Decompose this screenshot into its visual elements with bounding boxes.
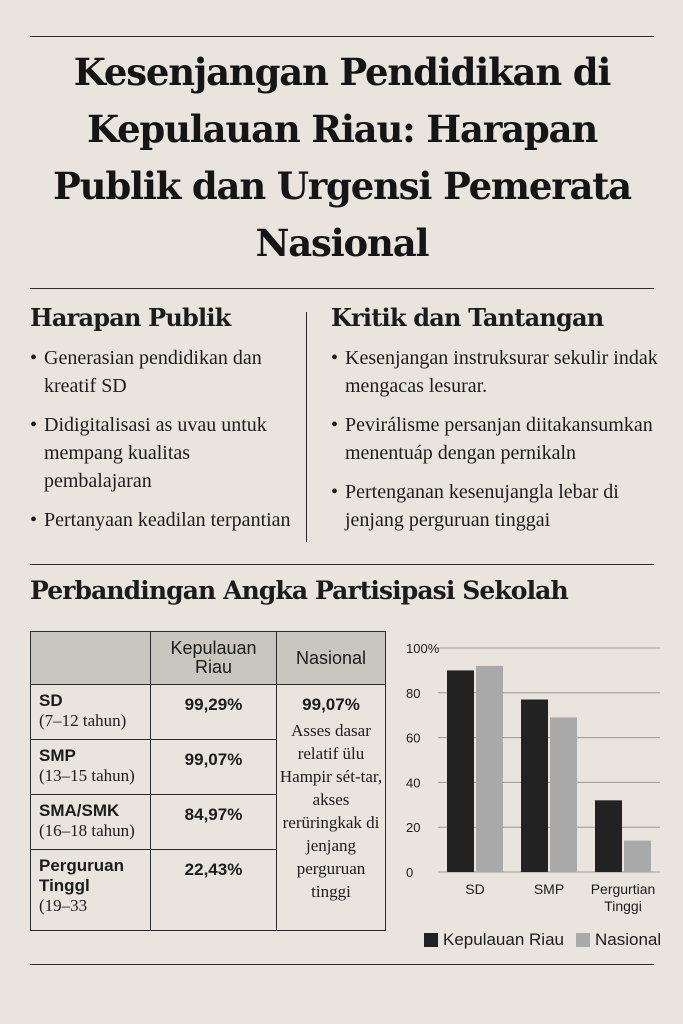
level-age: (7–12 tahun) (39, 711, 127, 730)
legend-swatch-nasional (576, 933, 590, 947)
nasional-note: Asses dasar relatif ülu Hampir sét-tar, akses rerüringkak di jenjang perguruan tinggi (279, 721, 383, 901)
y-tick-label: 100% (406, 641, 440, 656)
level-age: (16–18 tahun) (39, 821, 135, 840)
public-hopes-heading: Harapan Publik (30, 303, 231, 332)
nasional-cell (277, 685, 386, 931)
bar-riau (521, 700, 548, 872)
table-header-row (31, 632, 386, 685)
list-item: • Didigitalisasi as uvau untuk mempang kualitas pembalajaran (30, 411, 300, 495)
critique-list (331, 344, 661, 534)
public-hopes-column (30, 303, 300, 545)
title-rule (30, 288, 654, 289)
y-tick-label: 40 (406, 775, 421, 791)
y-tick-label: 0 (406, 865, 414, 880)
legend-swatch-riau (424, 933, 438, 947)
level-name: Perguruan Tinggl (39, 856, 125, 895)
participation-table (30, 631, 386, 931)
x-tick-label: Pergurtian (590, 881, 656, 897)
page-title: Kesenjangan Pendidikan di Kepulauan Riau: Harapan Publik dan Urgensi Pemerata Nasional (53, 50, 631, 265)
level-name: SMP (39, 746, 76, 765)
legend-label-nasional: Nasional (594, 930, 662, 949)
critique-column (331, 303, 661, 545)
bar-nasional (476, 666, 503, 872)
level-cell (31, 795, 151, 850)
level-cell (31, 740, 151, 795)
bar-nasional (550, 717, 577, 872)
level-name: SD (39, 691, 63, 710)
y-tick-label: 20 (406, 820, 421, 836)
level-cell (31, 850, 151, 931)
chart-legend (424, 930, 661, 950)
header-kepulauan-riau: Kepulauan Riau (151, 632, 277, 685)
nasional-value: 99,07% (302, 695, 360, 714)
bar-riau (595, 800, 622, 872)
list-item: • Pertanyaan keadilan terpantian (30, 506, 300, 534)
list-item: • Pevirálisme persanjan diitakansumkan menentuáp dengan pernikaln (331, 411, 661, 467)
column-divider (306, 312, 307, 542)
level-age: (19–33 (39, 896, 88, 915)
list-item: • Pertenganan kesenujangla lebar di jenjang perguruan tinggai (331, 478, 661, 534)
bottom-rule (30, 964, 654, 965)
participation-bar-chart (398, 632, 678, 924)
level-name: SMA/SMK (39, 801, 120, 820)
table-row (31, 685, 386, 740)
riau-value: 99,29% (151, 685, 277, 740)
level-cell (31, 685, 151, 740)
x-tick-label: Tinggi (604, 898, 642, 914)
public-hopes-list (30, 344, 300, 534)
section-title: Perbandingan Angka Partisipasi Sekolah (30, 576, 568, 605)
top-rule (30, 36, 654, 37)
level-age: (13–15 tahun) (39, 766, 135, 785)
y-tick-label: 60 (406, 730, 421, 746)
bar-riau (447, 670, 474, 872)
x-tick-label: SD (465, 881, 485, 897)
x-tick-label: SMP (533, 881, 565, 897)
riau-value: 22,43% (151, 850, 277, 931)
riau-value: 84,97% (151, 795, 277, 850)
header-empty (31, 632, 151, 685)
header-nasional: Nasional (277, 632, 386, 685)
riau-value: 99,07% (151, 740, 277, 795)
y-tick-label: 80 (406, 685, 421, 701)
list-item: • Generasian pendidikan dan kreatif SD (30, 344, 300, 400)
list-item: • Kesenjangan instruksurar sekulir indak mengacas lesurar. (331, 344, 661, 400)
legend-label-riau: Kepulauan Riau (443, 930, 564, 949)
critique-heading: Kritik dan Tantangan (331, 303, 604, 332)
section-rule (30, 564, 654, 565)
bar-nasional (624, 841, 651, 872)
